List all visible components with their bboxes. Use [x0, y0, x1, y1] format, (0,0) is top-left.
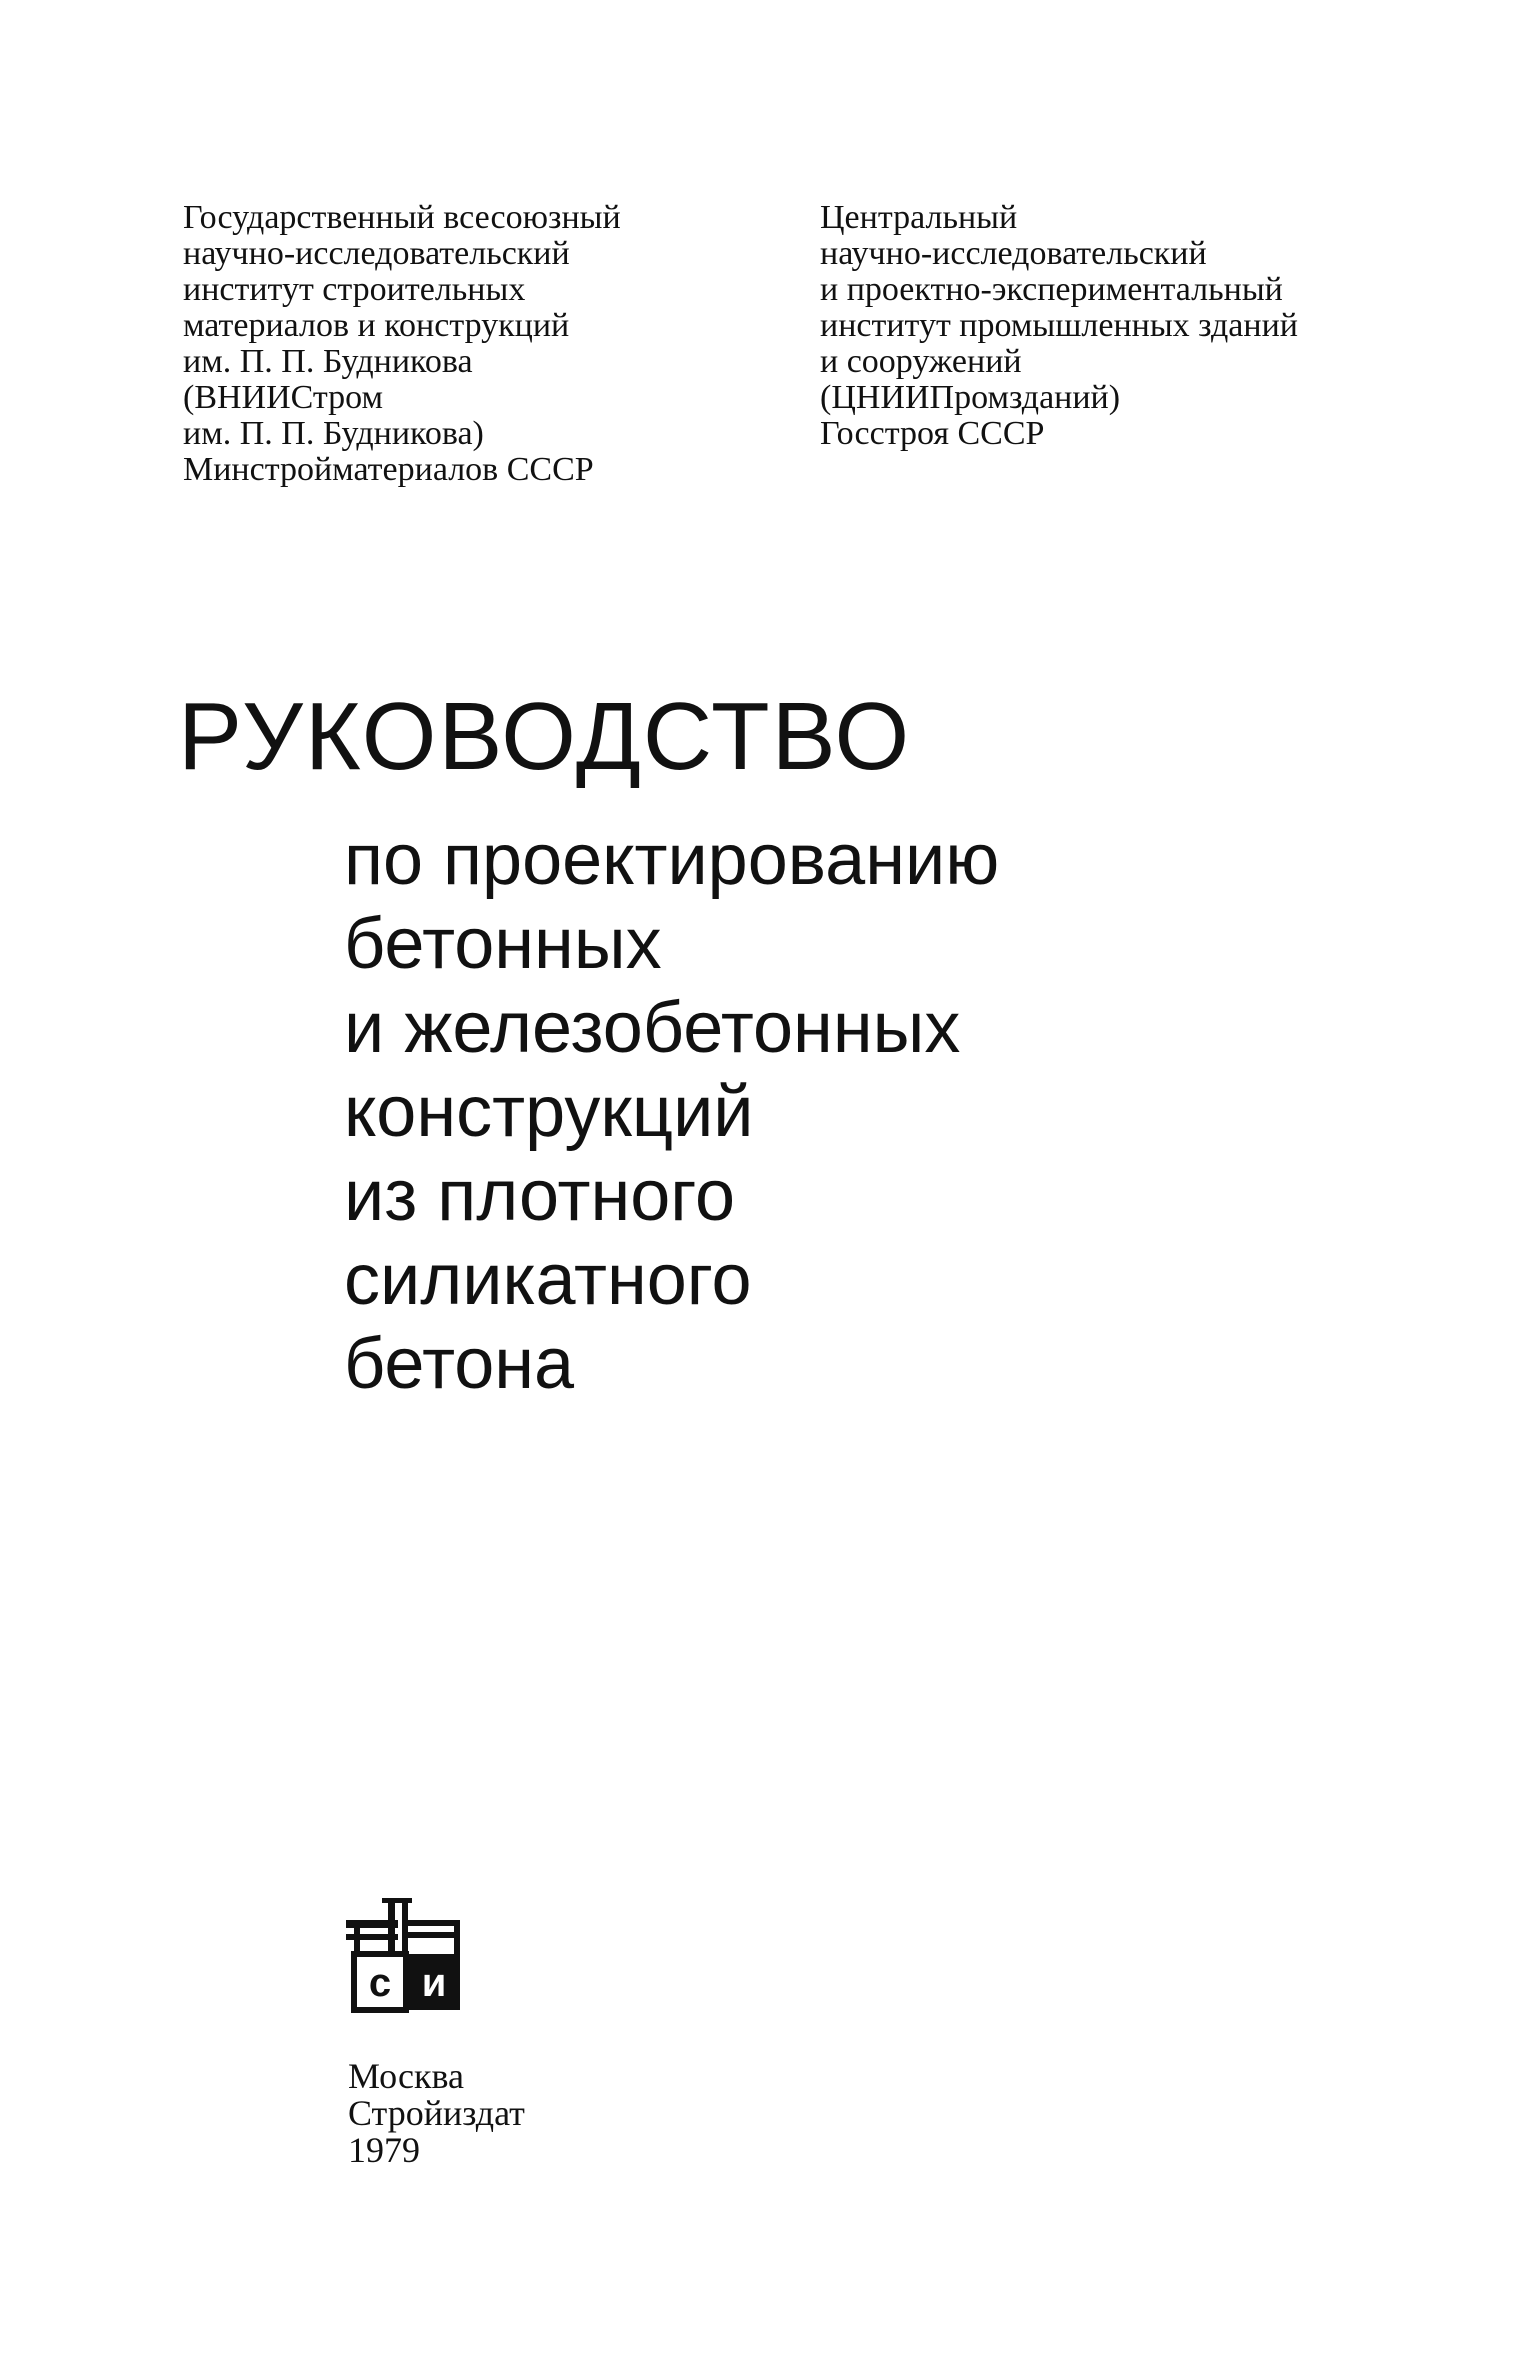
org-right-line: (ЦНИИПромзданий) — [820, 379, 1121, 416]
org-left-line: им. П. П. Будникова — [183, 343, 473, 380]
org-right-line: и сооружений — [820, 343, 1022, 380]
org-right-line: институт промышленных зданий — [820, 307, 1298, 344]
org-left-line: им. П. П. Будникова) — [183, 415, 484, 452]
subtitle-line: и железобетонных — [344, 988, 961, 1068]
org-right-line: научно-исследовательский — [820, 235, 1207, 272]
imprint-city: Москва — [348, 2056, 464, 2096]
subtitle-line: конструкций — [344, 1072, 754, 1152]
subtitle-line: бетона — [344, 1324, 575, 1404]
organization-right — [820, 200, 1298, 452]
org-left-line: (ВНИИСтром — [183, 379, 384, 416]
org-right-line: и проектно-экспериментальный — [820, 271, 1283, 308]
document-subtitle — [344, 818, 999, 1406]
document-title: РУКОВОДСТВО — [178, 683, 912, 790]
org-left-line: институт строительных — [183, 271, 526, 308]
logo-letter-i: и — [421, 1961, 447, 2005]
stroyizdat-logo-icon — [346, 1898, 472, 2018]
imprint-year: 1979 — [348, 2130, 420, 2170]
org-left-line: научно-исследовательский — [183, 235, 570, 272]
subtitle-line: бетонных — [344, 904, 662, 984]
org-left-line: материалов и конструкций — [183, 307, 570, 344]
subtitle-line: по проектированию — [344, 820, 1000, 900]
subtitle-line: из плотного — [344, 1156, 736, 1236]
org-left-line: Государственный всесоюзный — [183, 199, 621, 236]
logo-letter-s: с — [368, 1961, 392, 2005]
org-left-line: Минстройматериалов СССР — [183, 451, 594, 488]
imprint — [348, 2058, 525, 2169]
imprint-publisher: Стройиздат — [348, 2093, 525, 2133]
org-right-line: Госстроя СССР — [820, 415, 1045, 452]
org-right-line: Центральный — [820, 199, 1018, 236]
organization-left — [183, 200, 621, 488]
subtitle-line: силикатного — [344, 1240, 752, 1320]
